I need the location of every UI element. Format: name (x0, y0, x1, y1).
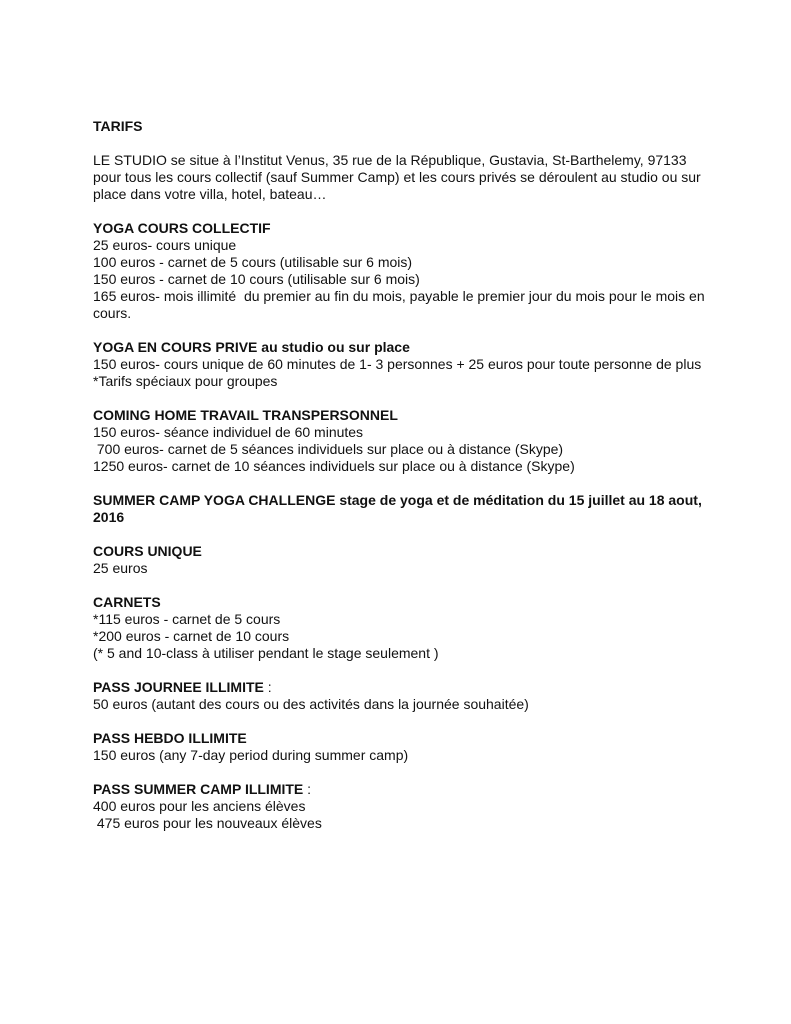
note-line: (* 5 and 10-class à utiliser pendant le stage seulement ) (93, 645, 439, 661)
price-line: 400 euros pour les anciens élèves (93, 798, 306, 814)
price-line: 700 euros- carnet de 5 séances individuels sur place ou à distance (Skype) (93, 441, 564, 457)
price-line: 150 euros- séance individuel de 60 minutes (93, 424, 364, 440)
price-line: 150 euros (any 7-day period during summer camp) (93, 747, 409, 763)
section-heading: COURS UNIQUE (93, 543, 202, 559)
section-cours-unique (93, 543, 713, 577)
section-heading: YOGA COURS COLLECTIF (93, 220, 271, 236)
section-yoga-cours-collectif (93, 220, 713, 322)
section-yoga-cours-prive (93, 339, 713, 390)
price-line: 150 euros- cours unique de 60 minutes de 1- 3 personnes + 25 euros pour toute personne de plus (93, 356, 702, 372)
section-heading-line (93, 781, 713, 798)
section-summer-camp (93, 492, 713, 526)
price-line: 165 euros- mois illimité du premier au fin du mois, payable le premier jour du mois pour le mois en cours. (93, 288, 709, 321)
price-line: 100 euros - carnet de 5 cours (utilisable sur 6 mois) (93, 254, 413, 270)
price-line: *200 euros - carnet de 10 cours (93, 628, 290, 644)
section-pass-hebdo (93, 730, 713, 764)
price-line: 150 euros - carnet de 10 cours (utilisable sur 6 mois) (93, 271, 420, 287)
heading-suffix: : (303, 781, 312, 797)
section-heading: SUMMER CAMP YOGA CHALLENGE stage de yoga et de méditation du 15 juillet au 18 aout, 2016 (93, 492, 706, 525)
price-line: 25 euros (93, 560, 148, 576)
price-line: 25 euros- cours unique (93, 237, 237, 253)
document-page (93, 118, 713, 849)
price-line: 50 euros (autant des cours ou des activités dans la journée souhaitée) (93, 696, 529, 712)
section-coming-home (93, 407, 713, 475)
note-line: *Tarifs spéciaux pour groupes (93, 373, 278, 389)
price-line: 1250 euros- carnet de 10 séances individuels sur place ou à distance (Skype) (93, 458, 575, 474)
section-heading: YOGA EN COURS PRIVE au studio ou sur place (93, 339, 410, 355)
section-carnets (93, 594, 713, 662)
section-heading: CARNETS (93, 594, 161, 610)
intro-paragraph: LE STUDIO se situe à l’Institut Venus, 35 rue de la République, Gustavia, St-Barthelemy, 97133 pour tous les cours collectif (sauf Summer Camp) et les cours privés se déroulent au studio ou sur place dans votre villa, hotel, bateau… (93, 152, 701, 202)
section-heading: PASS HEBDO ILLIMITE (93, 730, 247, 746)
section-pass-summer-camp (93, 781, 713, 832)
price-line: *115 euros - carnet de 5 cours (93, 611, 281, 627)
page-title: TARIFS (93, 118, 143, 134)
heading-suffix: : (263, 679, 272, 695)
section-heading-line (93, 679, 713, 696)
section-pass-journee (93, 679, 713, 713)
section-heading: COMING HOME TRAVAIL TRANSPERSONNEL (93, 407, 398, 423)
price-line: 475 euros pour les nouveaux élèves (93, 815, 322, 831)
section-heading: PASS SUMMER CAMP ILLIMITE (93, 781, 304, 797)
section-heading: PASS JOURNEE ILLIMITE (93, 679, 264, 695)
